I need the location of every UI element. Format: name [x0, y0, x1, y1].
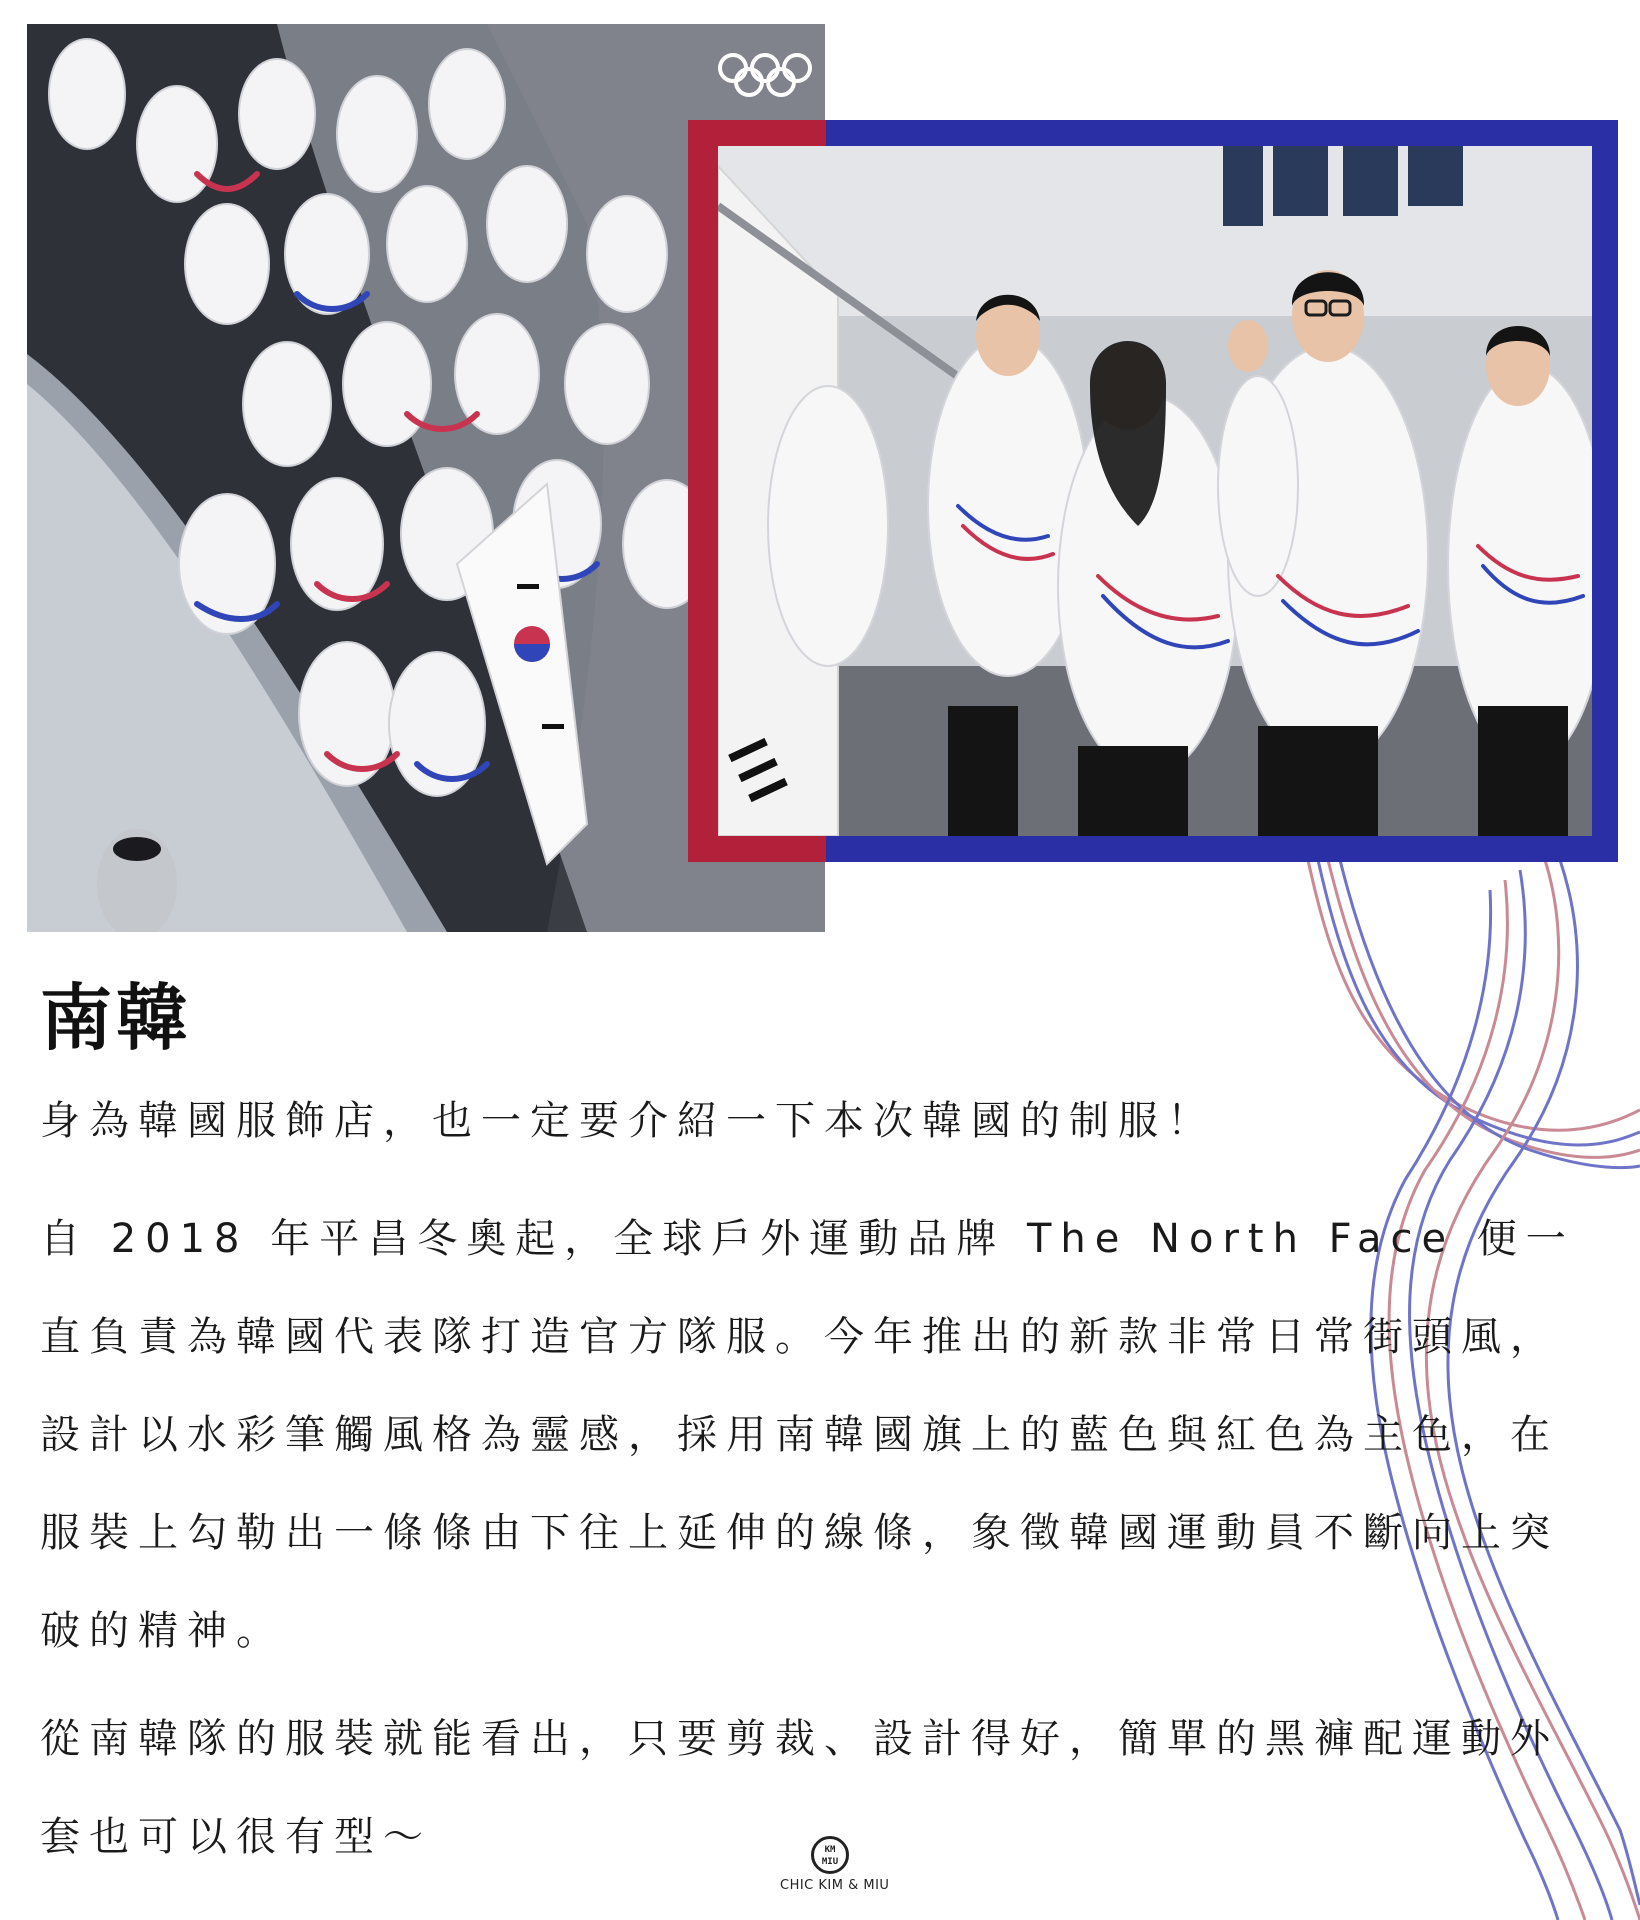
olympic-rings-icon	[717, 52, 813, 98]
closing-paragraph: 從南韓隊的服裝就能看出，只要剪裁、設計得好，簡單的黑褲配運動外套也可以很有型～	[40, 1716, 1559, 1860]
airport-photo-frame	[688, 120, 1618, 862]
brand-name: CHIC KIM & MIU	[780, 1878, 890, 1893]
brand-mark-bottom: MIU	[821, 1857, 839, 1867]
page-title: 南韓	[40, 976, 193, 1060]
brand-mark-icon	[811, 1836, 849, 1874]
brand-logo	[780, 1836, 890, 1893]
intro-paragraph: 身為韓國服飾店，也一定要介紹一下本次韓國的制服！	[40, 1098, 1216, 1144]
body-paragraph: 自 2018 年平昌冬奧起，全球戶外運動品牌 The North Face 便一直負責為韓國代表隊打造官方隊服。今年推出的新款非常日常街頭風，設計以水彩筆觸風格為靈感，採用南韓國旗上的藍色與紅色為主色，在服裝上勾勒出一條條由下往上延伸的線條，象徵韓國運動員不斷向上突破的精神。	[40, 1216, 1575, 1654]
brand-mark-top: KM	[824, 1845, 836, 1855]
airport-photo	[718, 146, 1592, 836]
